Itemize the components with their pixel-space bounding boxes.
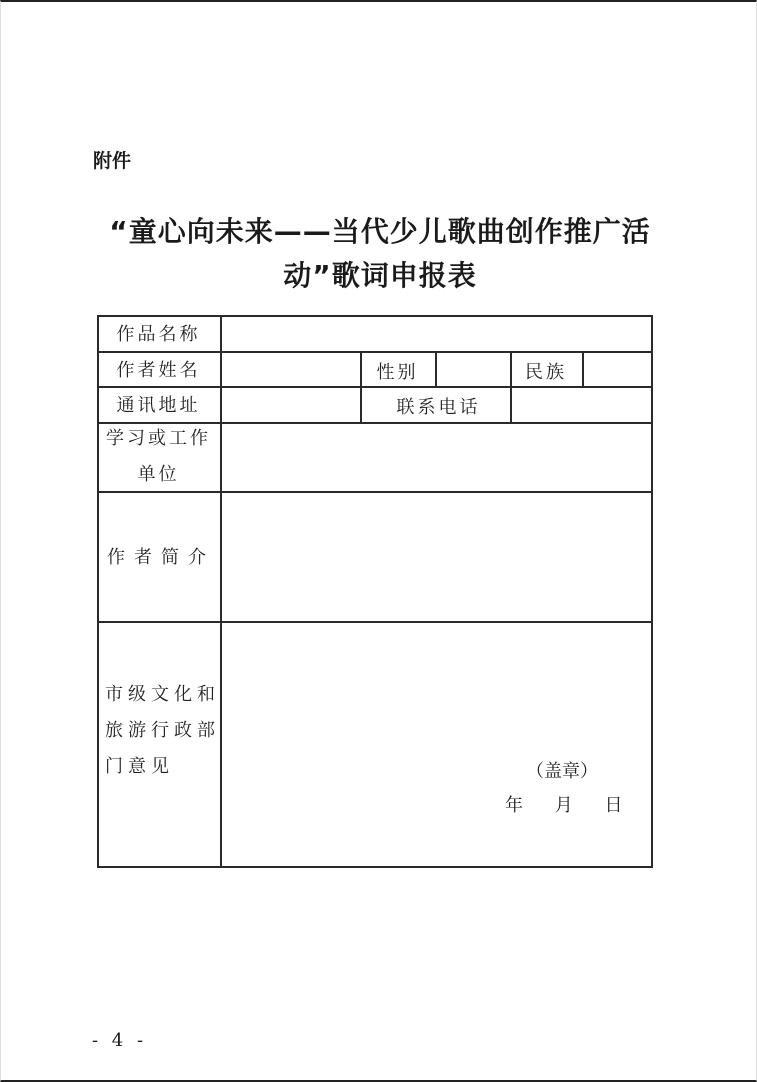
label-address: 通讯地址 (116, 395, 201, 416)
label-phone: 联系电话 (396, 397, 481, 418)
address-field[interactable] (222, 388, 359, 421)
label-school-or-work (97, 422, 220, 491)
label-opinion-line-1: 市级文化和 (105, 684, 220, 705)
form-title (95, 210, 665, 298)
label-school-or-work-line-1: 学习或工作 (106, 427, 211, 449)
label-school-or-work-line-2: 单位 (137, 463, 180, 485)
ethnicity-field[interactable] (584, 353, 650, 385)
label-gender: 性别 (376, 361, 419, 383)
attachment-label: 附件 (93, 150, 132, 172)
label-opinion (105, 621, 221, 866)
label-work-name: 作品名称 (116, 324, 201, 345)
author-name-field[interactable] (222, 353, 359, 385)
label-opinion-line-3: 门意见 (105, 756, 174, 777)
title-line-2: 动”歌词申报表 (283, 259, 477, 292)
label-author-name: 作者姓名 (116, 359, 201, 381)
label-ethnicity: 民族 (525, 361, 567, 383)
gender-field[interactable] (437, 353, 509, 385)
col-line (651, 315, 653, 868)
page-number: - 4 - (92, 1030, 148, 1051)
label-opinion-line-2: 旅游行政部 (105, 720, 220, 741)
title-line-1: “童心向未来——当代少儿歌曲创作推广活 (109, 215, 651, 248)
school-or-work-field[interactable] (222, 424, 650, 490)
application-form-table (97, 315, 653, 868)
phone-field[interactable] (512, 388, 650, 421)
label-author-bio: 作者简介 (107, 547, 215, 568)
opinion-field[interactable] (222, 623, 650, 865)
author-bio-field[interactable] (222, 493, 650, 620)
row-line (97, 866, 653, 868)
work-name-field[interactable] (222, 317, 650, 350)
seal-label: （盖章） (526, 761, 598, 782)
date-label: 年 月 日 (505, 795, 625, 816)
